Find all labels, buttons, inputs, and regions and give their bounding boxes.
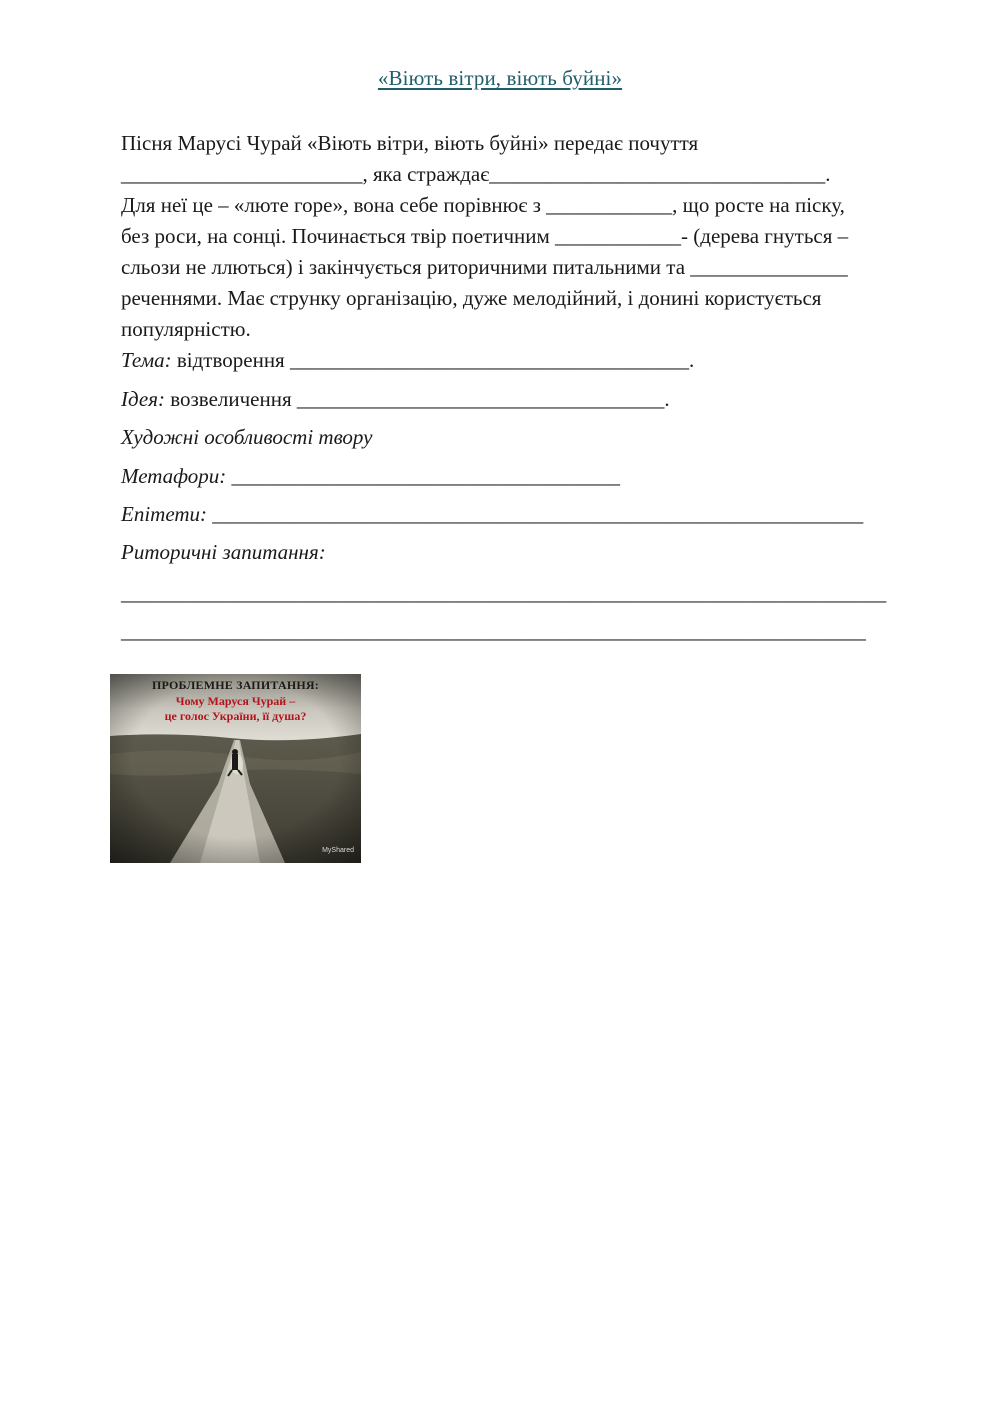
image-caption-heading: ПРОБЛЕМНЕ ЗАПИТАННЯ:: [152, 678, 319, 692]
epitety-label: Епітети:: [121, 502, 208, 526]
paragraph-line-6: реченнями. Має струнку організацію, дуже мелодійний, і донині користується: [121, 286, 822, 310]
image-watermark: MyShared: [322, 847, 354, 854]
paragraph-line-7: популярністю.: [121, 317, 251, 341]
answer-line-1: ___________________________________________________________________________: [121, 581, 887, 605]
answer-line-2: _________________________________________________________________________: [121, 619, 866, 643]
metafory-label: Метафори:: [121, 464, 227, 488]
epitety-line: ______________________________________________________________: [207, 502, 864, 526]
image-caption-question-1: Чому Маруся Чурай –: [175, 694, 296, 708]
metafory-row: [121, 461, 620, 491]
illustration-image: [110, 674, 361, 863]
tema-text: відтворення ______________________________________.: [171, 348, 695, 372]
page-title[interactable]: «Віють вітри, віють буйні»: [377, 66, 623, 90]
paragraph-line-5: сльози не ллються) і закінчується риторичними питальними та _______________: [121, 255, 848, 279]
metafory-line: _____________________________________: [226, 464, 621, 488]
epitety-row: [121, 499, 863, 529]
paragraph-line-3: Для неї це – «люте горе», вона себе порівнює з ____________, що росте на піску,: [121, 193, 845, 217]
ideia-label: Ідея:: [121, 387, 165, 411]
tema-row: [121, 345, 694, 375]
paragraph-line-4: без роси, на сонці. Починається твір поетичним ____________- (дерева гнуться –: [121, 224, 849, 248]
rhetorical-heading: Риторичні запитання:: [121, 540, 326, 564]
paragraph-line-2: _______________________, яка страждає________________________________.: [121, 162, 831, 186]
features-heading: Художні особливості твору: [121, 425, 373, 449]
ideia-row: [121, 384, 670, 414]
tema-label: Тема:: [121, 348, 172, 372]
paragraph-line-1: Пісня Марусі Чурай «Віють вітри, віють буйні» передає почуття: [121, 131, 699, 155]
ideia-text: возвеличення ___________________________________.: [164, 387, 670, 411]
image-caption-question-2: це голос України, її душа?: [164, 709, 307, 723]
